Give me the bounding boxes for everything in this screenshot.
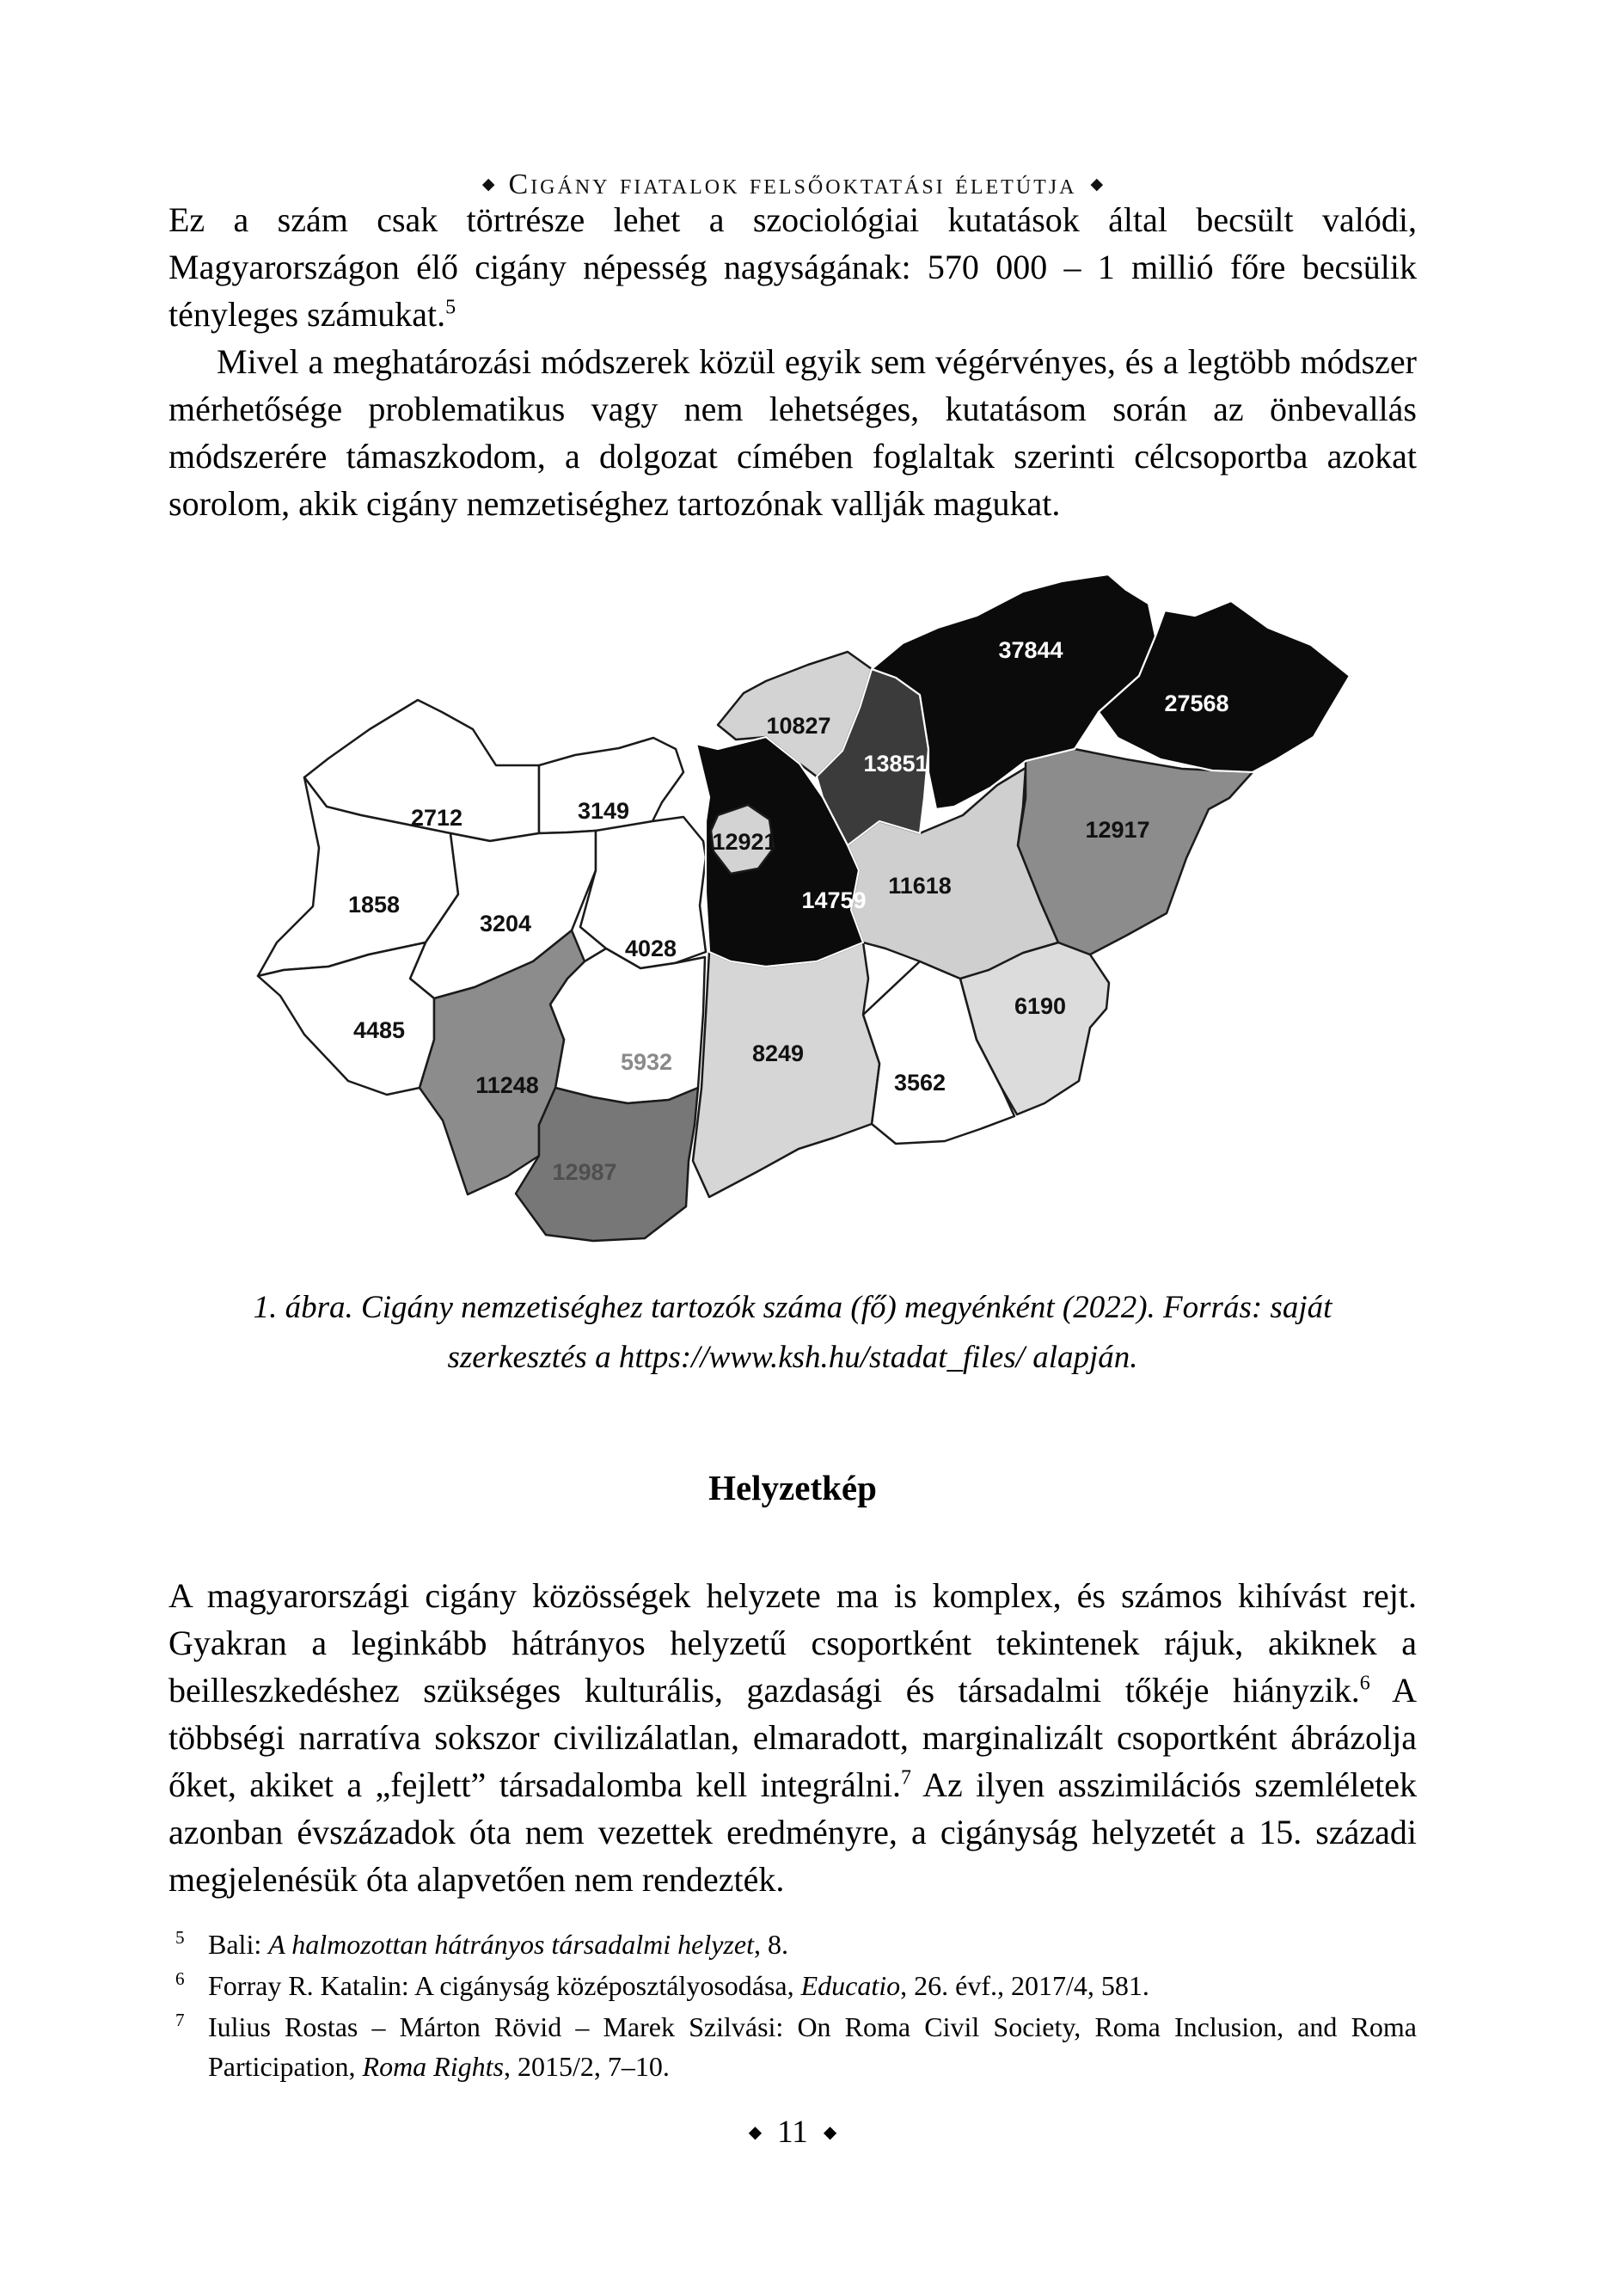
county-value-pest: 14759 — [801, 887, 867, 913]
header-diamond-right-icon: ◆ — [1090, 175, 1104, 193]
figure-1-map — [249, 557, 1350, 1250]
running-header-title: Cigány fiatalok felsőoktatási életútja — [508, 169, 1077, 200]
paragraph-3-part1: A magyarországi cigány közösségek helyzete ma is komplex, és számos kihívást rejt. Gyakran a leginkább hátrányos helyzetű csoportként tekintenek rájuk, akiknek a beilleszkedéshez szükséges kulturális, gazdasági és társadalmi tőkéje hiányzik. — [168, 1576, 1417, 1710]
footnote-6-post: , 26. évf., 2017/4, 581. — [900, 1970, 1149, 2001]
footnote-5: 5 Bali: A halmozottan hátrányos társadalmi helyzet, 8. — [175, 1927, 788, 1960]
footer-diamond-left-icon: ◆ — [748, 2123, 763, 2142]
paragraph-1 — [168, 196, 1417, 338]
footer-diamond-right-icon: ◆ — [823, 2123, 837, 2142]
figure-1-caption-text: 1. ábra. Cigány nemzetiséghez tartozók száma (fő) megyénként (2022). Forrás: saját szerkesztés a https://www.ksh.hu/stadat_files/ alapján. — [253, 1290, 1332, 1375]
footnote-7-pre: Iulius Rostas – Márton Rövid – Marek Szilvási: On Roma Civil Society, Roma Inclusion, and Roma Participation, — [208, 2011, 1417, 2082]
page-footer — [168, 2114, 1417, 2151]
footnote-ref-5: 5 — [445, 296, 456, 319]
county-value-budapest: 12921 — [712, 829, 777, 855]
county-value-komarom: 3149 — [577, 798, 630, 824]
paragraph-3-part2: A többségi narratíva sokszor civilizálatlan, elmaradott, marginalizált csoportként ábrázolja őket, akiket a „fejlett” társadalomba kell integrálni. — [168, 1671, 1417, 1804]
county-value-fejer: 4028 — [624, 936, 677, 961]
county-value-veszprem: 3204 — [479, 911, 532, 936]
footnote-6-title: Educatio — [800, 1970, 901, 2001]
footnote-7-title: Roma Rights — [362, 2051, 504, 2082]
footnote-7: 7 Iulius Rostas – Márton Rövid – Marek Szilvási: On Roma Civil Society, Roma Inclusion, and Roma Participation, Roma Rights, 2015/2, 7–10. — [175, 2010, 1417, 2082]
county-value-gyor: 2712 — [410, 805, 463, 831]
page-number: 11 — [777, 2115, 808, 2150]
footnote-5-post: , 8. — [753, 1929, 788, 1960]
county-hajdu-bihar — [1018, 749, 1253, 955]
section-heading-helyzetkep: Helyzetkép — [708, 1468, 877, 1507]
footnote-6: 6 Forray R. Katalin: A cigányság középosztályosodása, Educatio, 26. évf., 2017/4, 581. — [175, 1968, 1149, 2001]
paragraph-1-text: Ez a szám csak törtrésze lehet a szociológiai kutatások által becsült valódi, Magyarországon élő cigány népesség nagyságának: 570 000 – 1 millió főre becsülik tényleges számukat. — [168, 200, 1417, 334]
footnote-6-pre: Forray R. Katalin: A cigányság középosztályosodása, — [208, 1970, 801, 2001]
county-value-borsod: 37844 — [998, 637, 1063, 663]
county-value-hajdu: 12917 — [1085, 817, 1150, 843]
county-value-baranya: 12987 — [552, 1159, 617, 1185]
header-diamond-left-icon: ◆ — [481, 175, 495, 193]
county-value-heves: 13851 — [863, 751, 928, 777]
footnote-5-pre: Bali: — [208, 1929, 269, 1960]
county-value-somogy: 11248 — [475, 1072, 539, 1098]
county-value-bacs: 8249 — [751, 1041, 805, 1066]
county-value-zala: 4485 — [352, 1017, 406, 1043]
paragraph-2-text: Mivel a meghatározási módszerek közül egyik sem végérvényes, és a legtöbb módszer mérhetősége problematikus vagy nem lehetséges, kutatásom során az önbevallás módszerére támaszkodom, a dolgozat címében foglaltak szerinti célcsoportba azokat sorolom, akik cigány nemzetiséghez tartozónak vallják magukat. — [168, 342, 1417, 523]
figure-1-caption — [168, 1283, 1417, 1383]
paragraph-2 — [168, 338, 1417, 527]
footnote-5-title: A halmozottan hátrányos társadalmi helyzet — [268, 1929, 754, 1960]
county-value-bekes: 6190 — [1014, 993, 1067, 1019]
hungary-county-map — [249, 557, 1350, 1250]
county-value-tolna: 5932 — [620, 1049, 673, 1075]
county-value-nograd: 10827 — [766, 713, 831, 739]
county-value-csongrad: 3562 — [893, 1070, 946, 1096]
paragraph-3 — [168, 1572, 1417, 1903]
county-value-vas: 1858 — [347, 892, 401, 918]
paragraph-3-part3: Az ilyen asszimilációs szemléletek azonban évszázadok óta nem vezettek eredményre, a cigányság helyzetét a 15. századi megjelenésük óta alapvetően nem rendezték. — [168, 1765, 1417, 1899]
footnotes-block — [168, 1925, 1417, 2088]
footnote-ref-6: 6 — [1359, 1672, 1370, 1695]
county-value-szabolcs: 27568 — [1164, 691, 1229, 716]
county-bacs-kiskun — [693, 942, 879, 1197]
footnote-7-post: , 2015/2, 7–10. — [503, 2051, 670, 2082]
footnote-ref-7: 7 — [900, 1766, 911, 1790]
county-value-jasz: 11618 — [888, 873, 952, 899]
